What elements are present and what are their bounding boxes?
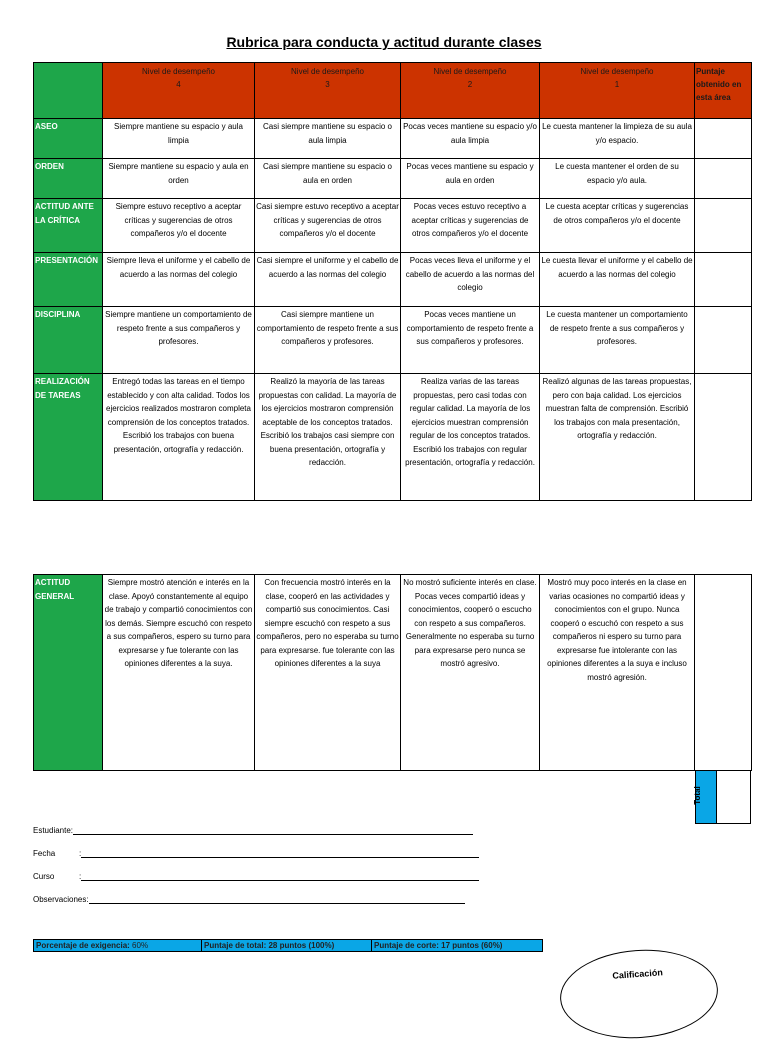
rubric-cell: Mostró muy poco interés en la clase en varias ocasiones no compartió ideas y conocimientos con el grupo. Nunca cooperó o escuchó con respeto a sus compañeros ni espero su turno para expresarse fue intolerante con las opiniones diferentes a la suya e incluso mostró agresión. xyxy=(540,575,695,771)
rubric-cell: Siempre estuvo receptivo a aceptar críticas y sugerencias de otros compañeros y/o el docente xyxy=(103,199,255,253)
level-label: Nivel de desempeño xyxy=(291,67,364,76)
rubric-cell: Le cuesta mantener la limpieza de su aula y/o espacio. xyxy=(540,119,695,159)
criterion-orden: ORDEN xyxy=(34,159,103,199)
rubric-cell: Pocas veces lleva el uniforme y el cabello de acuerdo a las normas del colegio xyxy=(401,253,540,307)
rubric-cell: Siempre lleva el uniforme y el cabello de acuerdo a las normas del colegio xyxy=(103,253,255,307)
student-field xyxy=(33,826,473,835)
score-cell[interactable] xyxy=(695,159,752,199)
level-label: Nivel de desempeño xyxy=(433,67,507,76)
exigency-label: Porcentaje de exigencia: xyxy=(36,941,133,950)
rubric-cell: Le cuesta aceptar críticas y sugerencias de otros compañeros y/o el docente xyxy=(540,199,695,253)
level-number: 2 xyxy=(467,80,473,89)
general-attitude-table xyxy=(33,574,752,771)
level-header-4 xyxy=(103,63,255,119)
rubric-cell: Pocas veces mantiene su espacio y/o aula limpia xyxy=(401,119,540,159)
table-row xyxy=(34,159,752,199)
rubric-cell: Casi siempre estuvo receptivo a aceptar críticas y sugerencias de otros compañeros y/o el docente xyxy=(255,199,401,253)
level-number: 4 xyxy=(176,80,181,89)
score-cell[interactable] xyxy=(695,575,752,771)
level-number: 3 xyxy=(325,80,330,89)
course-colon: : xyxy=(79,872,82,881)
score-cell[interactable] xyxy=(695,253,752,307)
criterion-presentacion: PRESENTACIÓN xyxy=(34,253,103,307)
rubric-cell: Realiza varias de las tareas propuestas, pero casi todas con regular calidad. La mayoría de los ejercicios muestran comprensión regular de los conceptos tratados. Escribió los trabajos con regular presentación, ortografía y redacción. xyxy=(401,374,540,501)
date-line[interactable] xyxy=(81,857,479,858)
exigency-value: 60% xyxy=(132,941,149,950)
total-value-cell[interactable] xyxy=(717,770,751,824)
rubric-cell: No mostró suficiente interés en clase. Pocas veces compartió ideas y conocimientos, cooperó o escucho con respeto a sus compañeros. Generalmente no esperaba su turno para expresarse pero nunca se mostró agresivo. xyxy=(401,575,540,771)
rubric-cell: Realizó algunas de las tareas propuestas, pero con baja calidad. Los ejercicios muestran falta de comprensión. Escribió los trabajos con mala presentación, ortografía y redacción. xyxy=(540,374,695,501)
criterion-disciplina: DISCIPLINA xyxy=(34,307,103,374)
course-label: Curso xyxy=(33,872,55,881)
date-label: Fecha xyxy=(33,849,56,858)
rubric-cell: Le cuesta llevar el uniforme y el cabello de acuerdo a las normas del colegio xyxy=(540,253,695,307)
page-title: Rubrica para conducta y actitud durante clases xyxy=(226,34,542,50)
level-label: Nivel de desempeño xyxy=(142,67,215,76)
rubric-cell: Casi siempre mantiene un comportamiento de respeto frente a sus compañeros y profesores. xyxy=(255,307,401,374)
table-row xyxy=(34,199,752,253)
rubric-cell: Le cuesta mantener un comportamiento de respeto frente a sus compañeros y profesores. xyxy=(540,307,695,374)
date-field xyxy=(33,849,479,858)
course-field xyxy=(33,872,479,881)
score-cell[interactable] xyxy=(695,199,752,253)
observations-line[interactable] xyxy=(89,903,465,904)
table-row xyxy=(34,307,752,374)
date-colon: : xyxy=(79,849,82,858)
level-number: 1 xyxy=(614,80,620,89)
observations-field xyxy=(33,895,465,904)
grade-ellipse[interactable] xyxy=(557,945,721,1043)
score-cell[interactable] xyxy=(695,307,752,374)
table-row xyxy=(34,119,752,159)
table-row xyxy=(34,374,752,501)
course-line[interactable] xyxy=(81,880,479,881)
rubric-cell: Siempre mostró atención e interés en la clase. Apoyó constantemente al equipo de trabajo y compartió conocimientos con los demás. Siempre escuchó con respeto a sus compañeros, espero su turno para expresarse y fue tolerante con las opiniones diferentes a la suya. xyxy=(103,575,255,771)
cut-points-cell: Puntaje de corte: 17 puntos (60%) xyxy=(374,941,503,950)
criterion-aseo: ASEO xyxy=(34,119,103,159)
criterion-actitud-general: ACTITUD GENERAL xyxy=(34,575,103,771)
total-label-cell xyxy=(692,770,717,824)
rubric-cell: Casi siempre mantiene su espacio o aula en orden xyxy=(255,159,401,199)
score-cell[interactable] xyxy=(695,119,752,159)
rubric-cell: Le cuesta mantener el orden de su espacio y/o aula. xyxy=(540,159,695,199)
observations-label: Observaciones: xyxy=(33,895,89,904)
total-label: Total xyxy=(692,786,702,805)
level-label: Nivel de desempeño xyxy=(580,67,654,76)
rubric-cell: Realizó la mayoría de las tareas propuestas con calidad. La mayoría de los ejercicios mostraron comprensión aceptable de los conceptos tratados. Escribió los trabajos casi siempre con buena presentación, ortografía y redacción. xyxy=(255,374,401,501)
total-points-cell: Puntaje de total: 28 puntos (100%) xyxy=(202,940,372,951)
score-summary-bar xyxy=(33,939,543,952)
table-row xyxy=(34,575,752,771)
score-header: Puntaje obtenido en esta área xyxy=(695,63,752,119)
corner-cell xyxy=(34,63,103,119)
rubric-cell: Pocas veces mantiene su espacio y aula en orden xyxy=(401,159,540,199)
rubric-cell: Con frecuencia mostró interés en la clase, cooperó en las actividades y compartió sus conocimientos. Casi siempre escuchó con respeto a sus compañeros, pero no esperaba su turno para expresarse. fue tolerante con las opiniones diferentes a la suya xyxy=(255,575,401,771)
exigency-cell xyxy=(34,940,202,951)
rubric-cell: Entregó todas las tareas en el tiempo establecido y con alta calidad. Todos los ejercicios realizados mostraron completa comprensión de los conceptos tratados. Escribió los trabajos con buena presentación, ortografía y redacción. xyxy=(103,374,255,501)
header-row xyxy=(34,63,752,119)
criterion-realizacion-tareas: REALIZACIÓN DE TAREAS xyxy=(34,374,103,501)
rubric-cell: Siempre mantiene un comportamiento de respeto frente a sus compañeros y profesores. xyxy=(103,307,255,374)
rubric-table xyxy=(33,62,752,501)
rubric-cell: Pocas veces mantiene un comportamiento de respeto frente a sus compañeros y profesores. xyxy=(401,307,540,374)
level-header-3 xyxy=(255,63,401,119)
student-label: Estudiante: xyxy=(33,826,74,835)
rubric-cell: Casi siempre mantiene su espacio o aula limpia xyxy=(255,119,401,159)
rubric-cell: Pocas veces estuvo receptivo a aceptar críticas y sugerencias de otros compañeros y/o el docente xyxy=(401,199,540,253)
criterion-actitud-critica: ACTITUD ANTE LA CRÍTICA xyxy=(34,199,103,253)
rubric-cell: Siempre mantiene su espacio y aula en orden xyxy=(103,159,255,199)
level-header-2 xyxy=(401,63,540,119)
grade-label: Calificación xyxy=(612,967,664,981)
table-row xyxy=(34,253,752,307)
rubric-cell: Siempre mantiene su espacio y aula limpia xyxy=(103,119,255,159)
student-line[interactable] xyxy=(73,834,473,835)
level-header-1 xyxy=(540,63,695,119)
score-cell[interactable] xyxy=(695,374,752,501)
rubric-cell: Casi siempre el uniforme y el cabello de acuerdo a las normas del colegio xyxy=(255,253,401,307)
